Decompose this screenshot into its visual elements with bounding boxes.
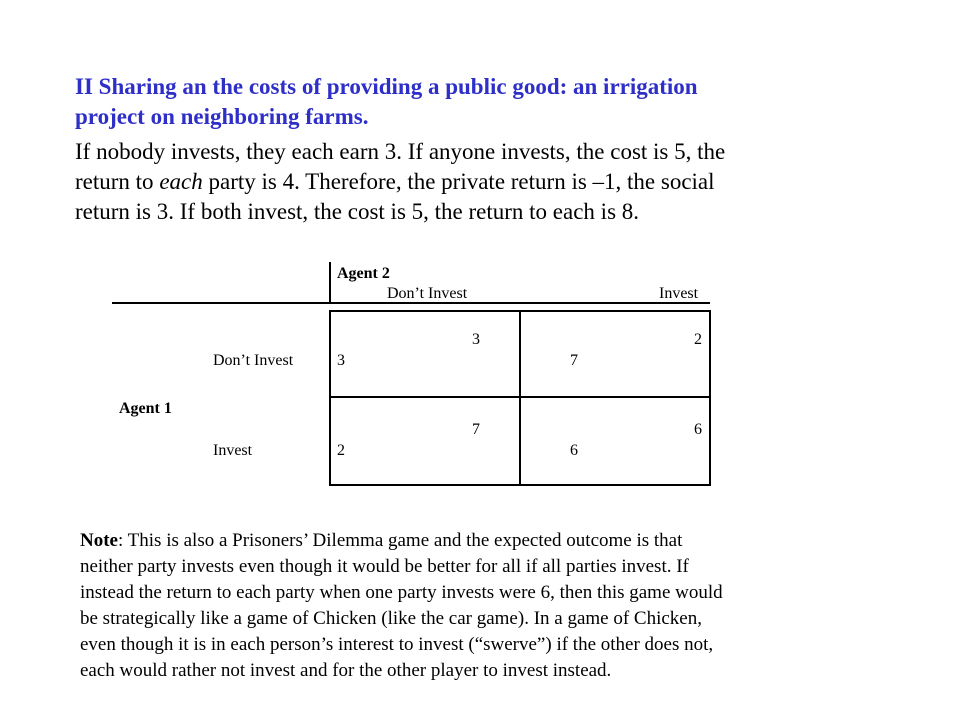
payoff-agent2-dont-invest: 2: [694, 331, 702, 348]
intro-line-2-emphasis: each: [159, 169, 203, 194]
note-line-2: neither party invests even though it would be better for all if all parties invest. If: [80, 556, 689, 577]
payoff-agent1-invest-dont: 2: [337, 442, 345, 459]
matrix-header-divider: [329, 262, 331, 302]
matrix-border-left: [329, 310, 331, 486]
note-line-6: each would rather not invest and for the other player to invest instead.: [80, 660, 612, 681]
row-strategy-invest: Invest: [213, 442, 253, 459]
payoff-agent2-dont-dont: 3: [472, 331, 480, 348]
heading-line-1: II Sharing an the costs of providing a public good: an irrigation: [75, 74, 698, 99]
note-line-4: be strategically like a game of Chicken (like the car game). In a game of Chicken,: [80, 608, 702, 629]
payoff-agent1-dont-dont: 3: [337, 352, 345, 369]
note-label: Note: [80, 530, 118, 551]
payoff-agent1-dont-invest: 7: [570, 352, 578, 369]
matrix-border-right: [709, 310, 711, 486]
payoff-agent1-invest-invest: 6: [570, 442, 578, 459]
column-player-label: Agent 2: [337, 265, 390, 282]
intro-line-2-b: party is 4. Therefore, the private return is –1, the social: [202, 169, 715, 194]
intro-line-1: If nobody invests, they each earn 3. If anyone invests, the cost is 5, the: [75, 139, 726, 164]
note-paragraph: [80, 528, 910, 684]
note-line-1: [80, 528, 910, 554]
column-strategy-dont-invest: Don’t Invest: [387, 285, 468, 302]
note-line-3: instead the return to each party when one party invests were 6, then this game would: [80, 582, 723, 603]
payoff-agent2-invest-invest: 6: [694, 421, 702, 438]
column-strategy-invest: Invest: [659, 285, 699, 302]
matrix-middle-horizontal: [329, 396, 711, 398]
heading-line-2: project on neighboring farms.: [75, 104, 369, 129]
row-strategy-dont-invest: Don’t Invest: [213, 352, 294, 369]
matrix-middle-vertical: [519, 310, 521, 486]
note-line-1-text: : This is also a Prisoners’ Dilemma game and the expected outcome is that: [117, 530, 683, 551]
payoff-agent2-invest-dont: 7: [472, 421, 480, 438]
note-line-5: even though it is in each person’s interest to invest (“swerve”) if the other does not,: [80, 634, 714, 655]
intro-line-2-a: return to: [75, 169, 160, 194]
intro-line-3: return is 3. If both invest, the cost is 5, the return to each is 8.: [75, 199, 640, 224]
row-player-label: Agent 1: [119, 400, 172, 417]
